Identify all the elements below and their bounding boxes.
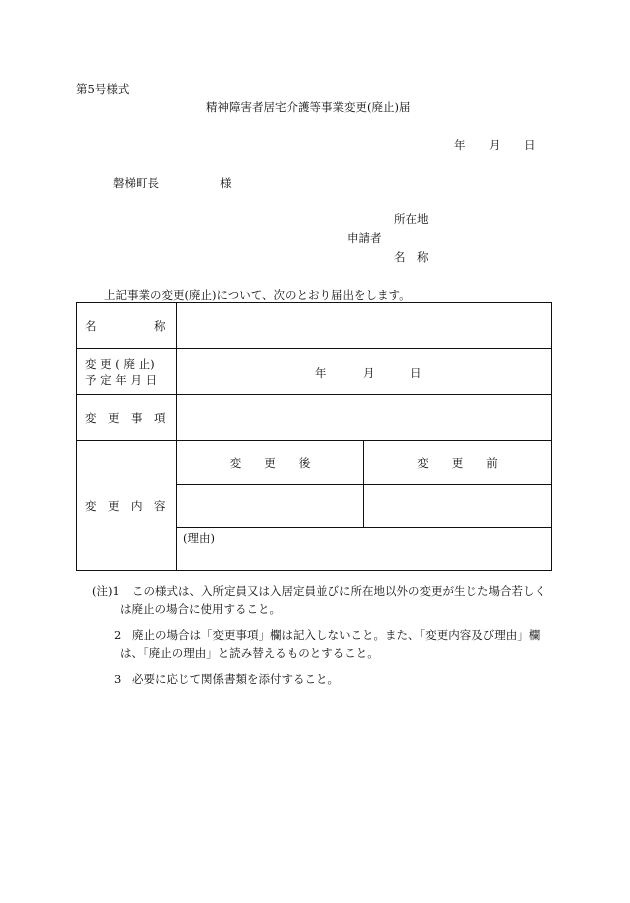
schedule-label-line2: 予 定 年 月 日	[85, 372, 158, 387]
name-value-cell[interactable]	[177, 303, 552, 349]
schedule-label-line1: 変 更 ( 廃 止)	[85, 356, 155, 371]
date-day: 日	[524, 138, 536, 152]
schedule-year: 年	[315, 366, 327, 380]
document-title: 精神障害者居宅介護等事業変更(廃止)届	[206, 100, 411, 114]
schedule-month: 月	[363, 366, 375, 380]
address-label: 所在地	[394, 212, 429, 226]
after-header: 変 更 後	[177, 441, 364, 485]
after-value-cell[interactable]	[177, 485, 364, 528]
notification-table	[76, 302, 552, 571]
note-1-marker: (注)1	[92, 584, 120, 598]
before-value-cell[interactable]	[364, 485, 552, 528]
note-3-line1: 必要に応じて関係書類を添付すること。	[132, 672, 339, 686]
note-2-line1: 廃止の場合は「変更事項」欄は記入しないこと。また、「変更内容及び理由」欄	[132, 628, 541, 642]
note-1	[92, 582, 546, 618]
schedule-day: 日	[410, 366, 422, 380]
recipient-name: 磐梯町長	[113, 176, 159, 190]
change-items-cell[interactable]	[177, 395, 552, 441]
note-3	[114, 670, 339, 688]
change-items-label: 変 更 事 項	[77, 395, 177, 441]
reason-label: (理由)	[183, 531, 215, 545]
recipient-honorific: 様	[220, 176, 232, 190]
note-2-marker: 2	[114, 628, 122, 642]
reason-cell[interactable]	[177, 528, 552, 571]
note-3-marker: 3	[114, 672, 122, 686]
applicant-label: 申請者	[347, 231, 382, 245]
note-1-line2: は廃止の場合に使用すること。	[120, 602, 281, 616]
before-header: 変 更 前	[364, 441, 552, 485]
name-row-label: 名 称	[77, 303, 177, 349]
note-2	[114, 626, 540, 662]
name-label: 名 称	[394, 250, 429, 264]
form-number: 第5号様式	[76, 82, 130, 96]
note-1-line1: この様式は、入所定員又は入居定員並びに所在地以外の変更が生じた場合若しく	[132, 584, 546, 598]
schedule-value-cell[interactable]	[177, 349, 552, 395]
change-content-label: 変 更 内 容	[77, 441, 177, 571]
date-year: 年	[454, 138, 466, 152]
schedule-row-label	[77, 349, 177, 395]
note-2-line2: は、「廃止の理由」と読み替えるものとすること。	[120, 646, 379, 660]
date-month: 月	[489, 138, 501, 152]
intro-text: 上記事業の変更(廃止)について、次のとおり届出をします。	[104, 288, 411, 302]
